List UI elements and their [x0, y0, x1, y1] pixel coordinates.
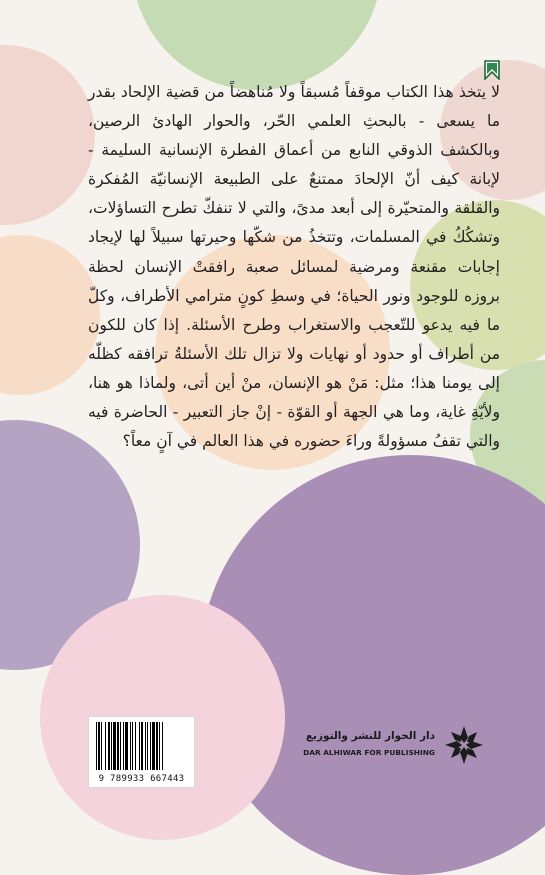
green-bookmark-icon	[484, 60, 500, 80]
barcode-bars	[94, 722, 189, 770]
barcode-bar	[130, 722, 131, 770]
publisher-star-logo-icon	[443, 724, 485, 766]
publisher-block	[303, 722, 485, 772]
isbn-barcode	[88, 716, 195, 788]
pink-circle-top-left	[0, 45, 95, 225]
barcode-bar	[113, 722, 116, 770]
barcode-bar	[132, 722, 133, 770]
barcode-bar	[101, 722, 102, 770]
barcode-bar	[98, 722, 100, 770]
barcode-bar	[147, 722, 148, 770]
publisher-name-english: DAR ALHIWAR FOR PUBLISHING	[303, 748, 435, 757]
barcode-bar	[135, 722, 136, 770]
barcode-bar	[145, 722, 146, 770]
barcode-bar	[152, 722, 155, 770]
barcode-bar	[159, 722, 160, 770]
barcode-bar	[141, 722, 143, 770]
barcode-bar	[156, 722, 158, 770]
barcode-bar	[96, 722, 97, 770]
back-cover-blurb: لا يتخذ هذا الكتاب موقفاً مُسبقاً ولا مُناهضاً من قضية الإلحاد بقدر ما يسعى - بالبحثِ العلمي الحّر، والحوار الهادئ الرصين، وبالكشف الذوقي النابع من أعماق الفطرة الإنسانية السليمة - لإبانة كيف أنّ الإلحادَ ممتنعٌ على الطبيعة الإنسانيّة المُفكرة والقلقة والمتحيّرة إلى أبعد مدىً، والتي لا تنفكّ تطرح التساؤلات، وتشكُكُ في المسلمات، وتتخذُ من شكّها وحيرتها سبيلاً لها لإيجاد إجابات مقنعة ومرضية لمسائل صعبة رافقتْ الإنسان لحظة بروزه للوجود ونور الحياة؛ في وسطِ كونٍ مترامي الأطراف، وكلّ ما فيه يدعو للتّعجب والاستغراب وطرح الأسئلة. إذا كان للكون من أطراف أو حدود أو نهايات ولا تزال تلك الأسئلةُ ترافقه كظلّه إلى يومنا هذا؛ مثل: مَنْ هو الإنسان، منْ أين أتى، ولماذا هو هنا، ولأيّةِ غاية، وما هي الجهة أو القوّة - إنْ جاز التعبير - الحاضرة فيه والتي تقفُ مسؤولةً وراءَ حضوره في هذا العالم في آنٍ معاً؟	[88, 83, 500, 451]
barcode-bar	[108, 722, 110, 770]
barcode-bar	[105, 722, 106, 770]
peach-circle-left	[0, 235, 100, 395]
barcode-bar	[111, 722, 112, 770]
isbn-number: 9 789933 667443	[98, 774, 185, 784]
barcode-bar	[139, 722, 140, 770]
green-circle	[132, 0, 382, 90]
barcode-bar	[120, 722, 121, 770]
barcode-bar	[123, 722, 124, 770]
barcode-bar	[117, 722, 119, 770]
barcode-bar	[150, 722, 151, 770]
publisher-name-arabic: دار الحوار للنشر والتوزيع	[305, 730, 435, 742]
barcode-bar	[162, 722, 163, 770]
barcode-bar	[125, 722, 128, 770]
